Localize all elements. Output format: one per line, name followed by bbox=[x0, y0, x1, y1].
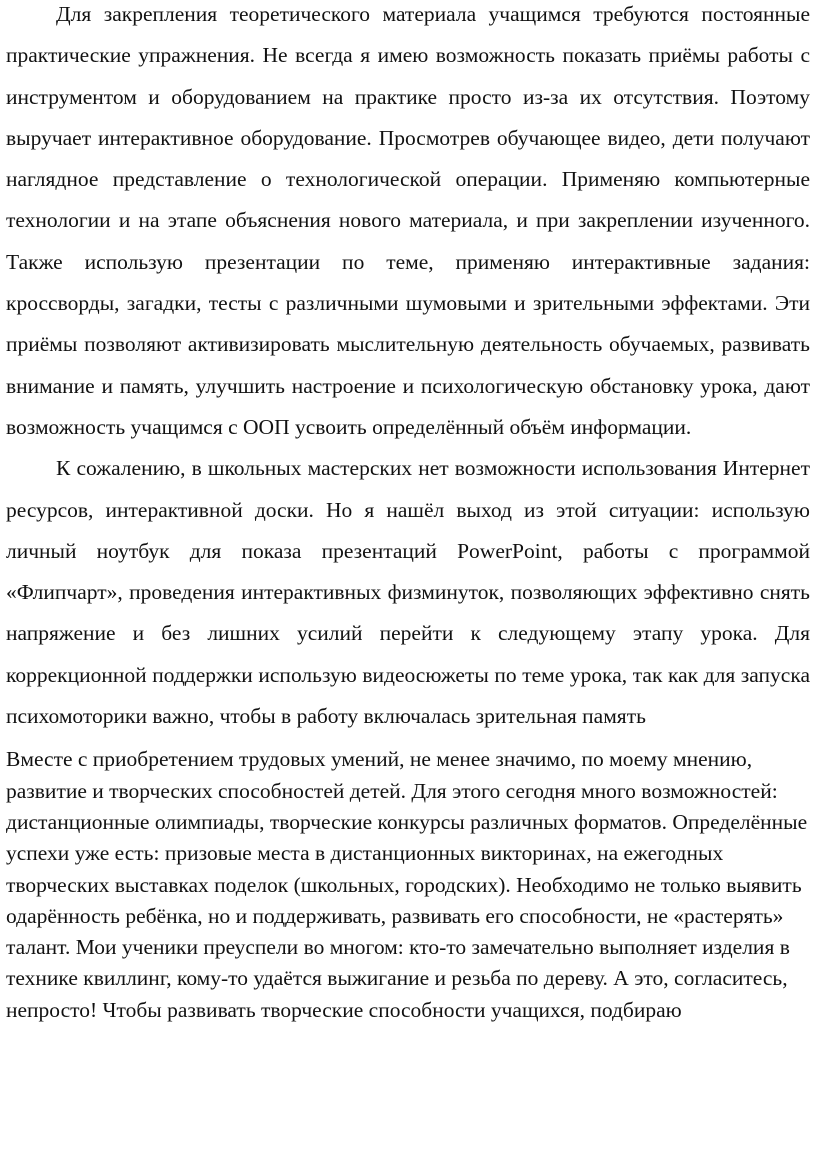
paragraph-3: Вместе с приобретением трудовых умений, не менее значимо, по моему мнению, развитие и творческих способностей детей. Для этого сегодня много возможностей: дистанционные олимпиады, творческие конкурсы различных форматов. Определённые успехи уже есть: призовые места в дистанционных викторинах, на ежегодных творческих выставках поделок (школьных, городских). Необходимо не только выявить одарённость ребёнка, но и поддерживать, развивать его способности, не «растерять» талант. Мои ученики преуспели во многом: кто-то замечательно выполняет изделия в технике квиллинг, кому-то удаётся выжигание и резьба по дереву. А это, согласитесь, непросто! Чтобы развивать творческие способности учащихся, подбираю bbox=[6, 747, 808, 1022]
paragraph-1: Для закрепления теоретического материала учащимся требуются постоянные практические упражнения. Не всегда я имею возможность показать приёмы работы с инструментом и оборудованием на практике просто из-за их отсутствия. Поэтому выручает интерактивное оборудование. Просмотрев обучающее видео, дети получают наглядное представление о технологической операции. Применяю компьютерные технологии и на этапе объяснения нового материала, и при закреплении изученного. Также использую презентации по теме, применяю интерактивные задания: кроссворды, загадки, тесты с различными шумовыми и зрительными эффектами. Эти приёмы позволяют активизировать мыслительную деятельность обучаемых, развивать внимание и память, улучшить настроение и психологическую обстановку урока, дают возможность учащимся с ООП усвоить определённый объём информации. bbox=[6, 2, 810, 439]
paragraph-2: К сожалению, в школьных мастерских нет возможности использования Интернет ресурсов, интерактивной доски. Но я нашёл выход из этой ситуации: использую личный ноутбук для показа презентаций PowerPoint, работы с программой «Флипчарт», проведения интерактивных физминуток, позволяющих эффективно снять напряжение и без лишних усилий перейти к следующему этапу урока. Для коррекционной поддержки использую видеосюжеты по теме урока, так как для запуска психомоторики важно, чтобы в работу включалась зрительная память bbox=[6, 456, 810, 729]
